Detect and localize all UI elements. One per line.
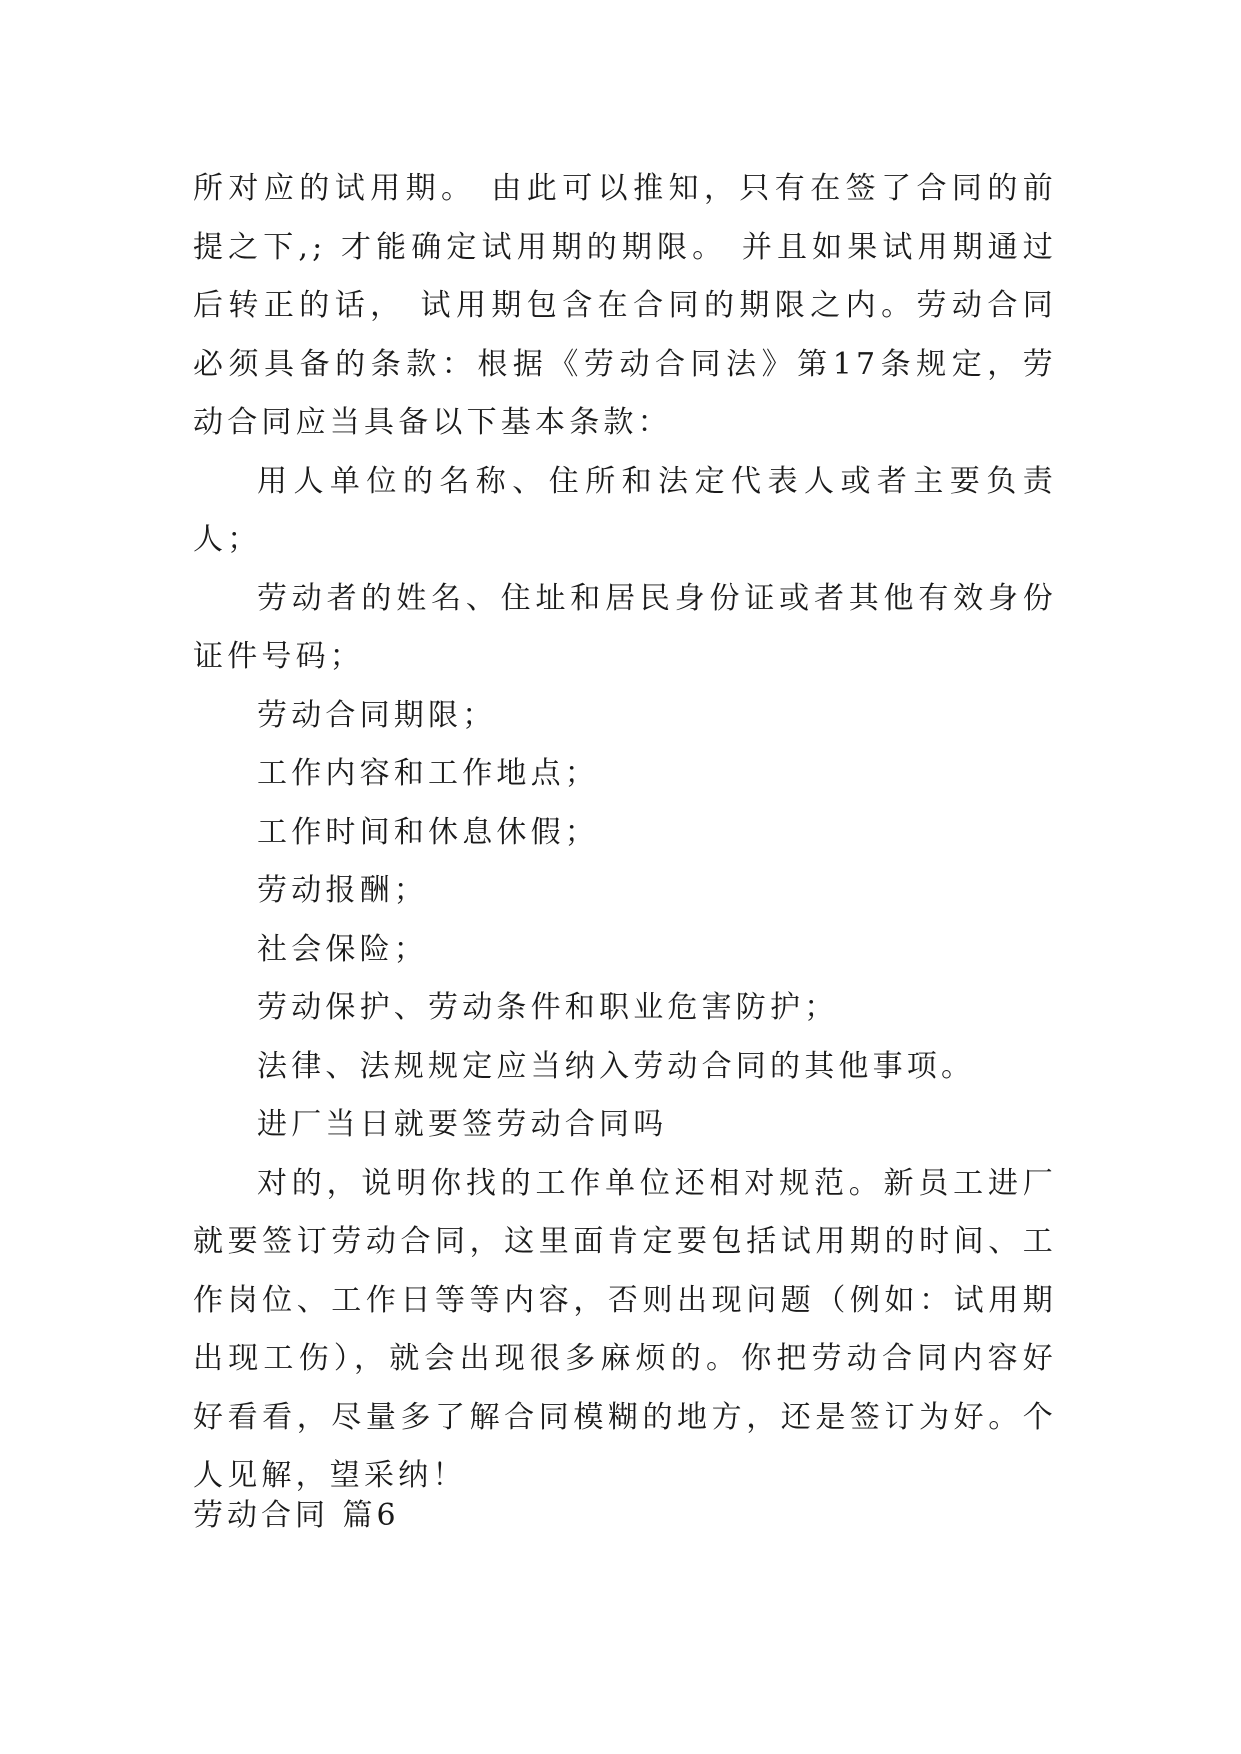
clause-contract-term: 劳动合同期限； — [257, 697, 497, 733]
clause-worker-info: 劳动者的姓名、住址和居民身份证或者其他有效身份证件号码； — [193, 580, 1057, 674]
clause-labor-protection: 劳动保护、劳动条件和职业危害防护； — [257, 990, 839, 1025]
section-title: 劳动合同 篇6 — [193, 1498, 400, 1533]
clause-employer-info: 用人单位的名称、住所和法定代表人或者主要负责人； — [193, 463, 1057, 557]
clause-work-hours: 工作时间和休息休假； — [257, 814, 599, 850]
clause-work-content: 工作内容和工作地点； — [257, 756, 599, 791]
clause-social-insurance: 社会保险； — [257, 931, 428, 967]
answer-paragraph: 对的，说明你找的工作单位还相对规范。新员工进厂就要签订劳动合同，这里面肯定要包括试用期的时间、工作岗位、工作日等等内容，否则出现问题（例如：试用期出现工伤），就会出现很多麻烦的。你把劳动合同内容好好看看，尽量多了解合同模糊的地方，还是签订为好。个人见解，望采纳！ — [193, 1165, 1057, 1493]
document-body — [193, 160, 1057, 1506]
clause-other-matters: 法律、法规规定应当纳入劳动合同的其他事项。 — [257, 1048, 976, 1084]
question-heading: 进厂当日就要签劳动合同吗 — [257, 1107, 668, 1142]
clause-remuneration: 劳动报酬； — [257, 873, 428, 908]
paragraph-intro: 所对应的试用期。 由此可以推知，只有在签了合同的前提之下,; 才能确定试用期的期限。 并且如果试用期通过后转正的话， 试用期包含在合同的期限之内。劳动合同必须具备的条款：根据《劳动合同法》第17条规定，劳动合同应当具备以下基本条款： — [193, 171, 1057, 440]
